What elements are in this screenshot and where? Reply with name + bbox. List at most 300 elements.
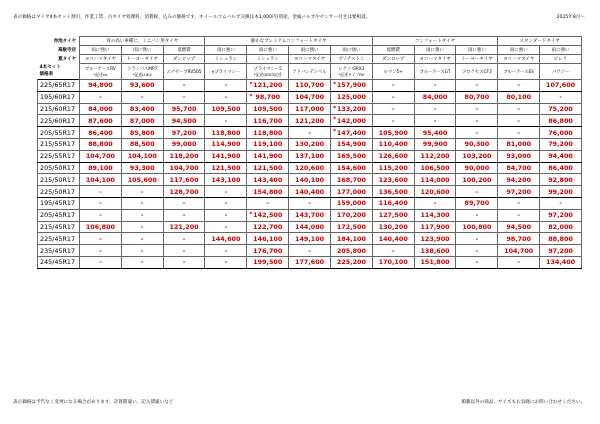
price-cell [121,209,163,221]
price-value: - [99,246,102,255]
price-cell [540,174,582,186]
price-value: - [517,211,521,220]
price-value: - [559,199,562,208]
price-value: - [182,234,186,243]
price-cell [498,138,540,150]
brand-cell: ヨコハマタイヤ [414,55,456,64]
price-value: 94,500 [171,116,197,125]
product-cell [163,64,205,80]
price-cell [289,103,331,115]
price-value: 117,900 [420,222,450,231]
price-cell [247,80,289,92]
price-value: 99,000 [171,140,197,149]
price-cell [372,256,414,268]
asterisk-mark: * [332,116,337,124]
price-cell [205,256,247,268]
price-value: 83,400 [129,104,155,113]
price-cell [498,186,540,198]
price-value: - [140,93,144,102]
price-value: - [224,81,228,90]
brand-cell: ピレリ [540,55,582,64]
product-sub: *記述タイプRV [338,71,365,77]
price-value: - [140,211,144,220]
price-value: 177,000 [336,187,366,196]
price-cell [289,197,331,209]
price-value: - [517,258,521,267]
price-cell [372,138,414,150]
price-cell [205,103,247,115]
price-cell [80,256,122,268]
price-value: - [182,93,186,102]
price-cell [247,162,289,174]
tire-size: 205/50R17 [38,162,80,174]
price-value: - [224,222,228,231]
price-cell [540,233,582,245]
evaluation-cell: 雨に強い [540,46,582,55]
product-sub: *記述LUK2 [132,71,152,77]
price-cell [414,91,456,103]
product-name: プライマシー5 [253,66,282,72]
product-name: プロクセスCF3 [462,69,492,75]
price-cell [289,233,331,245]
price-cell [330,186,372,198]
tire-size: 245/45R17 [38,256,80,268]
price-cell [414,138,456,150]
price-cell [80,197,122,209]
price-cell [163,197,205,209]
price-value: 98,700 [255,93,281,102]
evaluation-cell: 雨に強い [414,46,456,55]
price-cell [540,186,582,198]
price-value: - [99,234,102,243]
table-row [38,256,582,268]
price-cell [247,233,289,245]
product-name: パワジー [551,69,570,75]
price-value: 199,500 [253,258,283,267]
table-row [38,245,582,257]
price-cell [289,91,331,103]
price-value: 121,500 [211,163,241,172]
price-cell [205,221,247,233]
product-cell [372,64,414,80]
price-value: - [224,211,228,220]
price-value: - [517,128,521,137]
product-cell [456,64,498,80]
price-cell [163,221,205,233]
price-cell [80,138,122,150]
categories-label: 赤池タイヤ [53,39,76,44]
price-value: - [182,81,186,90]
price-value: 104,700 [85,152,115,161]
evaluation-cell: 低燃費 [163,46,205,55]
price-cell [80,245,122,257]
price-value: 116,700 [253,116,283,125]
price-cell [121,221,163,233]
price-value: 119,100 [253,140,283,149]
price-value: 118,800 [253,128,283,137]
price-cell [163,80,205,92]
category-comfort: コンフォートタイヤ [372,37,497,46]
brand-cell: ブリヂストン [330,55,372,64]
price-value: 95,400 [422,128,448,137]
price-value: - [475,128,479,137]
price-value: - [99,93,102,102]
evaluation-row [38,46,582,55]
table-row [38,91,582,103]
price-cell [456,233,498,245]
price-cell [121,80,163,92]
price-cell [414,197,456,209]
product-cell [80,64,122,80]
tire-size: 225/55R17 [38,150,80,162]
price-cell [121,138,163,150]
price-value: 116,400 [378,199,408,208]
price-value: - [224,246,228,255]
price-cell [372,233,414,245]
price-cell [163,233,205,245]
price-cell [121,233,163,245]
product-cell [121,64,163,80]
brand-cell: トーヨータイヤ [456,55,498,64]
price-value: 117,600 [169,175,199,184]
price-value: - [140,246,144,255]
price-value: 87,000 [129,116,155,125]
price-value: - [140,222,144,231]
price-value: 88,500 [129,140,155,149]
brand-cell: ミシュラン [247,55,289,64]
price-value: - [391,116,395,125]
price-value: - [475,104,479,113]
product-name: エナセーブRV505 [166,69,202,75]
product-cell [330,64,372,80]
price-cell [372,103,414,115]
asterisk-mark: * [332,81,337,88]
price-cell [414,150,456,162]
evaluation-label: 高級寺店 [58,48,76,53]
price-cell [498,245,540,257]
price-cell [205,233,247,245]
price-cell [414,186,456,198]
price-value: - [224,258,228,267]
price-cell [456,138,498,150]
price-value: 143,100 [211,175,241,184]
price-cell [205,91,247,103]
price-value: 90,300 [464,140,490,149]
brand-cell: ミシュラン [205,55,247,64]
price-value: 92,800 [548,175,573,184]
price-value: 105,600 [127,175,157,184]
price-cell [247,174,289,186]
tire-size: 205/45R17 [38,209,80,221]
price-cell [414,256,456,268]
price-cell [540,256,582,268]
evaluation-cell: 雨に強い [80,46,122,55]
price-value: 140,400 [378,234,408,243]
category-row [38,37,582,46]
price-value: 170,200 [336,211,366,220]
price-cell [80,103,122,115]
price-cell [414,245,456,257]
price-value: 114,000 [420,175,450,184]
tire-size: 215/50R17 [38,174,80,186]
price-value: 107,600 [546,81,576,90]
price-cell [289,209,331,221]
price-value: - [475,116,479,125]
price-value: 114,300 [420,211,450,220]
price-cell [247,91,289,103]
price-value: - [517,116,521,125]
price-value: 140,400 [295,187,325,196]
price-cell [205,162,247,174]
price-value: 95,700 [171,104,197,113]
price-cell [205,174,247,186]
price-cell [414,80,456,92]
price-cell [456,80,498,92]
price-cell [330,233,372,245]
price-cell [372,127,414,139]
price-value: 144,600 [211,234,241,243]
asterisk-mark: * [249,92,253,100]
price-value: 141,900 [211,152,241,161]
price-cell [247,127,289,139]
price-value: 90,000 [464,163,490,172]
price-cell [372,91,414,103]
price-value: 123,600 [378,175,408,184]
price-cell [456,221,498,233]
price-cell [163,103,205,115]
price-value: 142,000 [336,116,366,125]
price-value: 112,200 [420,152,450,161]
price-cell [414,221,456,233]
asterisk-mark: * [249,81,253,88]
price-cell [163,162,205,174]
price-cell [498,162,540,174]
price-cell [540,80,582,92]
price-cell [163,138,205,150]
price-value: 103,200 [462,152,492,161]
price-cell [498,127,540,139]
price-cell [247,150,289,162]
asterisk-mark: * [332,128,337,136]
tire-size: 195/45R17 [38,197,80,209]
price-cell [289,138,331,150]
price-cell [121,174,163,186]
price-value: 109,500 [211,104,241,113]
set-label: 4本セット [39,65,61,71]
price-value: 154,600 [336,163,366,172]
product-name: ブルーアースGT [419,69,451,75]
price-cell [456,209,498,221]
product-sub: *記述ce [93,71,108,77]
product-name: レグノ GRX3 [338,66,365,72]
brand-label: 夏タイヤ [58,57,76,62]
evaluation-cell: 雨に強い [205,46,247,55]
price-cell [540,115,582,127]
price-value: 86,800 [548,116,573,125]
price-value: 86,400 [548,163,573,172]
price-cell [80,162,122,174]
tire-size: 215/60R17 [38,103,80,115]
price-cell [247,186,289,198]
price-cell [121,91,163,103]
price-value: - [475,258,479,267]
price-cell [80,186,122,198]
price-cell [456,256,498,268]
price-cell [540,127,582,139]
price-cell [163,186,205,198]
price-cell [372,162,414,174]
price-value: 121,200 [253,81,283,90]
price-value: 151,800 [420,258,450,267]
brand-cell: ダンロップ [372,55,414,64]
price-value: 205,800 [336,246,366,255]
price-value: 80,100 [506,93,532,102]
price-value: 133,200 [336,104,366,113]
set-price-label [38,64,80,80]
price-value: 143,700 [295,211,325,220]
price-cell [330,174,372,186]
price-cell [163,209,205,221]
price-cell [498,103,540,115]
price-cell [498,221,540,233]
price-value: 154,900 [336,140,366,149]
price-cell [330,80,372,92]
price-value: 99,200 [548,187,573,196]
price-label: 価格表 [39,72,53,78]
brand-row [38,55,582,64]
price-value: 225,200 [336,258,366,267]
tire-size: 235/45R17 [38,245,80,257]
price-value: 144,000 [295,222,325,231]
price-cell [80,115,122,127]
price-value: 147,400 [336,128,366,137]
price-value: 104,700 [295,93,325,102]
price-cell [205,127,247,139]
price-cell [330,221,372,233]
price-cell [372,150,414,162]
price-value: 141,900 [253,152,283,161]
price-value: 109,500 [253,104,283,113]
price-value: 104,700 [504,246,534,255]
price-value: 106,500 [420,163,450,172]
header-date: 2025年8月～ [556,15,585,20]
price-value: 86,400 [88,128,113,137]
evaluation-cell: 雨に強い [289,46,331,55]
price-cell [247,221,289,233]
price-cell [414,174,456,186]
table-row [38,174,582,186]
price-cell [498,115,540,127]
product-name: ブルーアースES [503,69,534,75]
price-value: 121,200 [169,222,199,231]
price-cell [372,245,414,257]
asterisk-mark: * [332,104,337,112]
price-value: 88,800 [88,140,113,149]
price-value: 106,800 [85,222,115,231]
price-value: 97,200 [548,246,573,255]
price-value: - [517,104,521,113]
price-cell [456,197,498,209]
price-cell [456,150,498,162]
price-value: - [475,187,479,196]
price-value: 136,500 [378,187,408,196]
price-cell [163,115,205,127]
price-value: 94,500 [506,222,532,231]
price-rows [38,80,582,269]
price-cell [205,80,247,92]
price-cell [247,103,289,115]
product-name: ブルーアースRV [85,66,116,72]
price-value: - [391,93,395,102]
price-cell [372,186,414,198]
price-value: - [182,211,186,220]
price-cell [289,221,331,233]
price-cell [289,80,331,92]
price-value: - [391,246,395,255]
price-cell [372,115,414,127]
price-value: - [224,116,228,125]
price-cell [372,197,414,209]
price-value: 128,700 [169,187,199,196]
price-value: 85,800 [129,128,155,137]
price-cell [289,186,331,198]
price-value: 84,700 [506,163,532,172]
brand-cell: ヨコハマタイヤ [498,55,540,64]
price-cell [80,127,122,139]
price-value: 120,600 [420,187,450,196]
price-value: 88,800 [548,234,573,243]
price-cell [372,221,414,233]
price-cell [414,209,456,221]
price-cell [540,245,582,257]
price-value: 104,100 [127,152,157,161]
price-value: 79,200 [548,140,573,149]
category-premium-comfort: 静かなプレミアムコンフォートタイヤ [205,37,372,46]
price-cell [330,209,372,221]
product-cell [289,64,331,80]
price-cell [205,245,247,257]
price-value: - [433,104,437,113]
price-value: 123,900 [420,234,450,243]
price-cell [247,209,289,221]
tire-size: 225/65R17 [38,80,80,92]
product-name: トランパスMP7 [127,66,158,72]
table-row [38,138,582,150]
price-value: 87,600 [88,116,113,125]
table-row [38,197,582,209]
price-value: 94,200 [506,175,532,184]
price-table [37,36,582,269]
table-row [38,221,582,233]
price-value: 170,100 [378,258,408,267]
product-name: アドバンデシベル [292,69,327,75]
price-cell [456,245,498,257]
price-cell [247,138,289,150]
price-value: 117,000 [295,104,325,113]
price-cell [330,256,372,268]
price-cell [247,115,289,127]
price-value: 99,900 [422,140,448,149]
price-cell [498,256,540,268]
price-value: - [433,81,437,90]
price-value: 84,000 [422,93,448,102]
price-value: - [99,199,102,208]
price-cell [121,115,163,127]
category-standard: スタンダードタイヤ [498,37,582,46]
price-value: 110,700 [295,81,325,90]
price-value: - [559,93,562,102]
price-value: 184,100 [336,234,366,243]
